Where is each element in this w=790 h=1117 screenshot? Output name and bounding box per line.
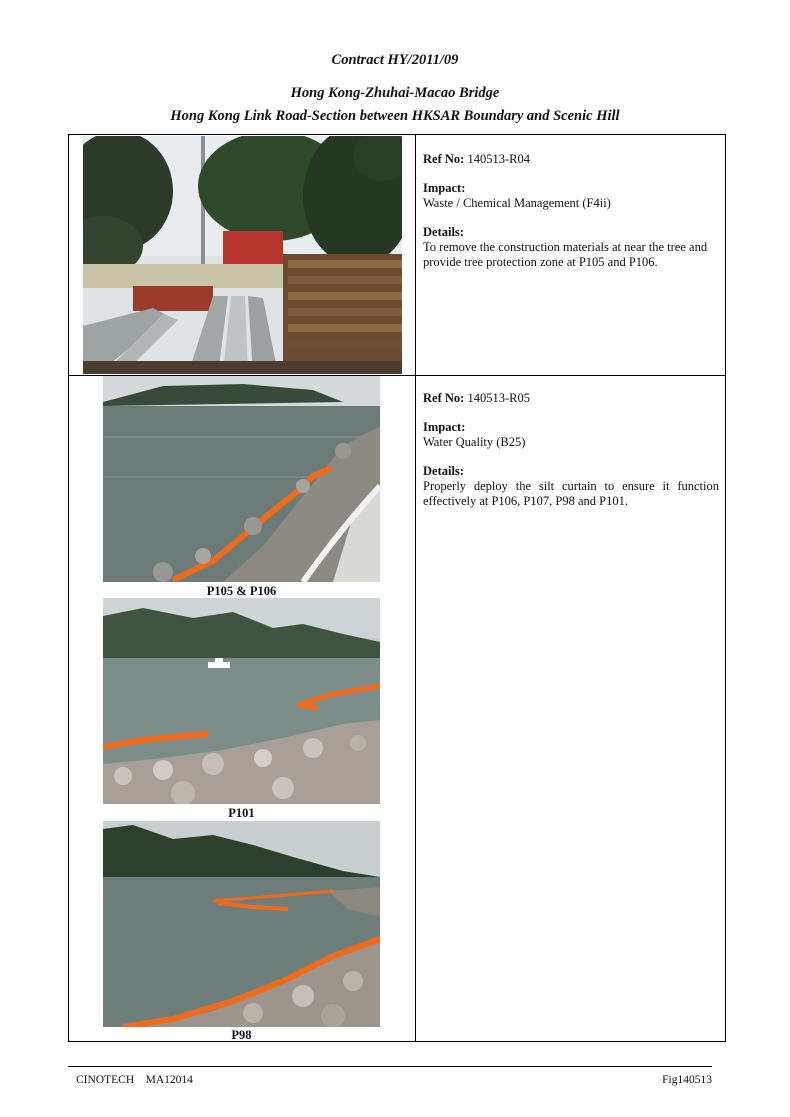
details-label: Details: bbox=[423, 225, 464, 239]
footer-figure-number: Fig140513 bbox=[662, 1074, 712, 1086]
ref-label: Ref No: bbox=[423, 391, 465, 405]
impact-label: Impact: bbox=[423, 420, 466, 434]
impact-label: Impact: bbox=[423, 181, 466, 195]
photo-caption-p105-p106: P105 & P106 bbox=[206, 584, 277, 598]
footer-left: CINOTECH MA12014 bbox=[76, 1074, 193, 1086]
entry-r05 bbox=[423, 391, 719, 509]
impact-value: Waste / Chemical Management (F4ii) bbox=[423, 196, 611, 210]
entry-r04 bbox=[423, 152, 719, 270]
photo-p98 bbox=[103, 821, 380, 1027]
details-label: Details: bbox=[423, 464, 464, 478]
footer-rule bbox=[68, 1066, 712, 1067]
details-value: To remove the construction materials at near the tree and provide tree protection zone at P105 and P106. bbox=[423, 240, 708, 269]
ref-value: 140513-R04 bbox=[467, 152, 530, 166]
column-divider bbox=[415, 135, 416, 1041]
section-title: Hong Kong Link Road-Section between HKSAR Boundary and Scenic Hill bbox=[170, 108, 620, 124]
ref-label: Ref No: bbox=[423, 152, 465, 166]
photo-construction-materials bbox=[83, 136, 402, 374]
photo-p105-p106 bbox=[103, 376, 380, 582]
photo-p101 bbox=[103, 598, 380, 804]
findings-table bbox=[68, 134, 726, 1042]
ref-value: 140513-R05 bbox=[467, 391, 530, 405]
impact-value: Water Quality (B25) bbox=[423, 435, 526, 449]
details-value: Properly deploy the silt curtain to ensure it function effectively at P106, P107, P98 and P101. bbox=[423, 479, 719, 508]
contract-title: Contract HY/2011/09 bbox=[331, 52, 459, 68]
photo-caption-p98: P98 bbox=[231, 1028, 252, 1042]
project-title: Hong Kong-Zhuhai-Macao Bridge bbox=[290, 85, 500, 101]
photo-caption-p101: P101 bbox=[228, 806, 255, 820]
